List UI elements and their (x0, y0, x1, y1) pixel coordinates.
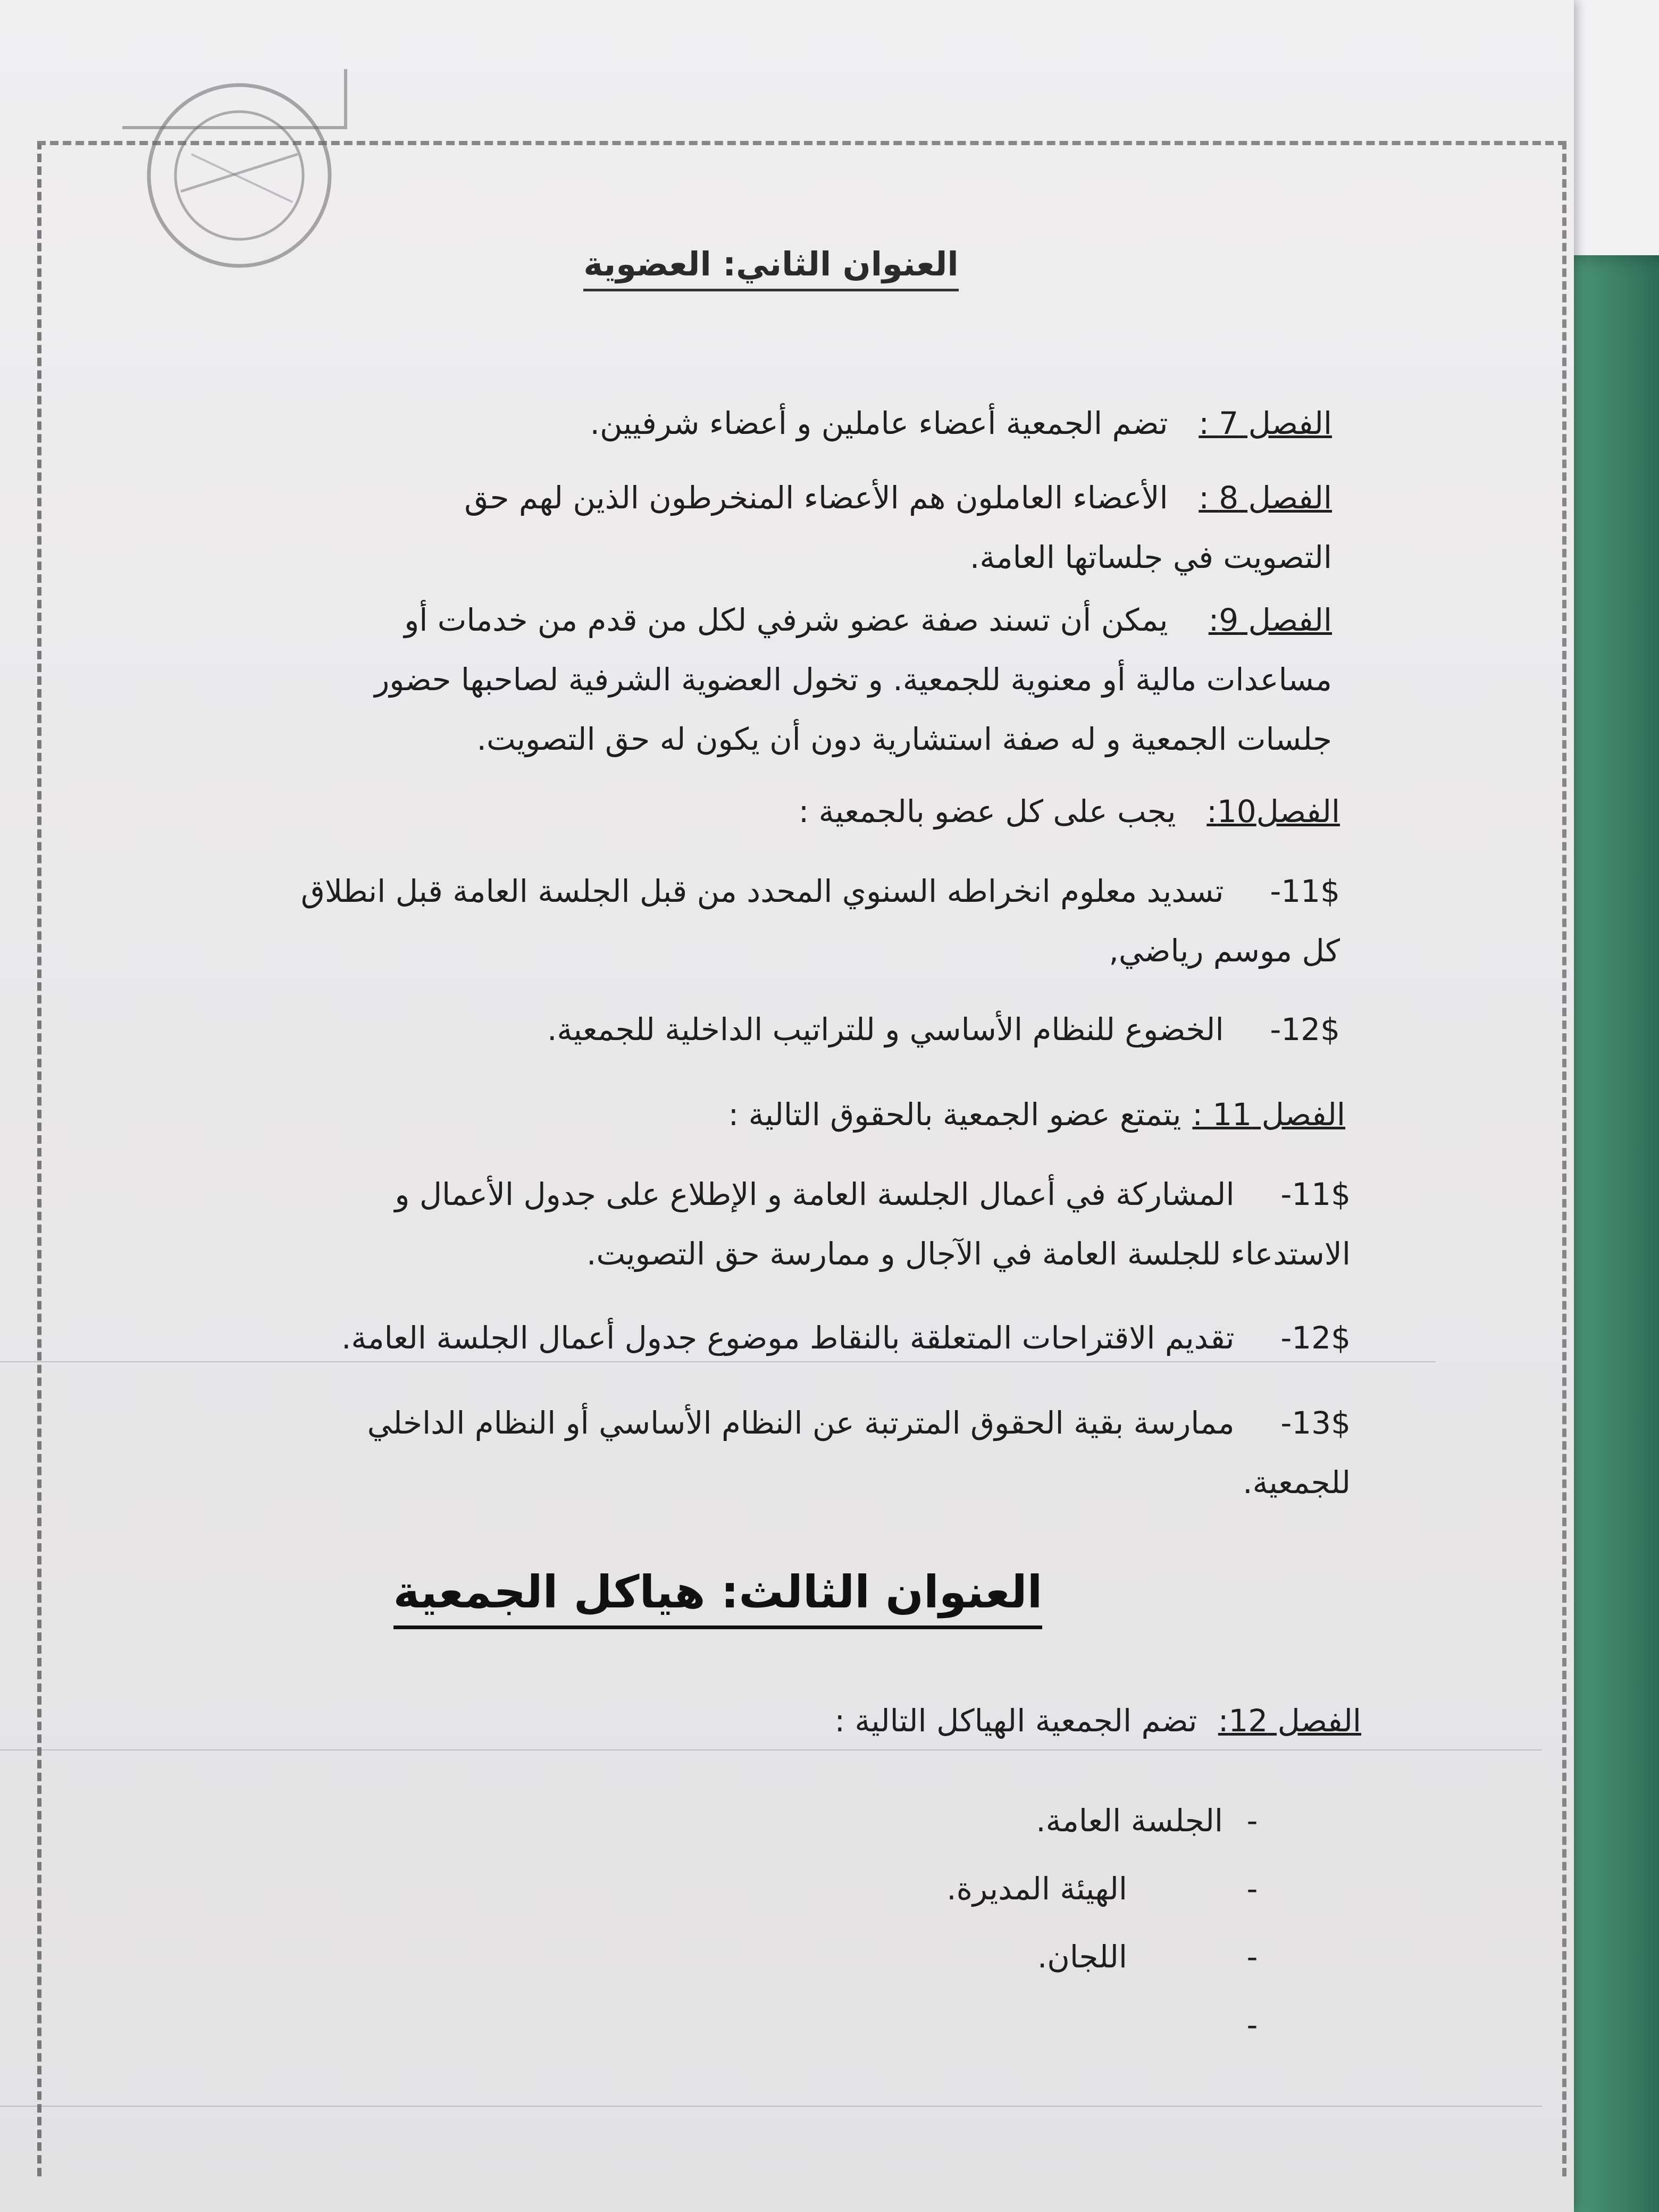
item-text: ممارسة بقية الحقوق المترتبة عن النظام الأساسي أو النظام الداخلي (367, 1405, 1235, 1441)
item-text: الهيئة المديرة. (946, 1871, 1127, 1907)
section-title-structures: العنوان الثالث: هياكل الجمعية (372, 1566, 1063, 1618)
article-label: الفصل 12: (1218, 1703, 1361, 1739)
article-text: يتمتع عضو الجمعية بالحقوق التالية : (728, 1096, 1182, 1133)
article-text: يمكن أن تسند صفة عضو شرفي لكل من قدم من خدمات أو (404, 602, 1168, 638)
bullet-dash: - (1246, 1871, 1258, 1907)
article-text: التصويت في جلساتها العامة. (969, 539, 1332, 575)
structure-list (431, 1787, 1281, 2059)
item-text: المشاركة في أعمال الجلسة العامة و الإطلاع على جدول الأعمال و (395, 1176, 1235, 1212)
official-stamp (122, 69, 356, 282)
list-item (431, 1855, 1281, 1923)
article-11 (229, 1085, 1345, 1144)
list-item (85, 1308, 1351, 1368)
list-item (431, 1923, 1281, 1991)
bullet-dash: - (1246, 1803, 1258, 1839)
list-item (85, 1164, 1351, 1284)
article-8 (215, 468, 1332, 587)
section-title-membership: العنوان الثاني: العضوية (532, 245, 1010, 283)
article-label: الفصل 7 : (1199, 405, 1332, 441)
article-7 (215, 393, 1332, 453)
item-number: 12$- (1270, 1011, 1340, 1048)
item-text: اللجان. (1037, 1939, 1127, 1975)
article-text: مساعدات مالية أو معنوية للجمعية. و تخول العضوية الشرفية لصاحبها حضور (374, 661, 1332, 698)
article-label: الفصل10: (1206, 793, 1340, 830)
item-text: الاستدعاء للجلسة العامة في الآجال و ممارسة حق التصويت. (586, 1236, 1351, 1272)
bleed-through-line (0, 2106, 1542, 2107)
list-item (48, 1393, 1351, 1512)
bullet-dash: - (1246, 2007, 1258, 2043)
item-number: 11$- (1280, 1176, 1351, 1212)
list-item (170, 1000, 1340, 1059)
item-number: 11$- (1270, 873, 1340, 909)
article-text: تضم الجمعية أعضاء عاملين و أعضاء شرفيين. (590, 405, 1168, 441)
item-text: الجلسة العامة. (1036, 1803, 1223, 1839)
article-text: الأعضاء العاملون هم الأعضاء المنخرطون الذين لهم حق (464, 480, 1168, 516)
item-number: 13$- (1280, 1405, 1351, 1441)
article-10 (223, 782, 1340, 841)
article-label: الفصل 9: (1208, 602, 1332, 638)
article-text: تضم الجمعية الهياكل التالية : (834, 1703, 1197, 1739)
background-surface (1563, 0, 1659, 2212)
article-9 (215, 590, 1332, 769)
item-text: الخضوع للنظام الأساسي و للتراتيب الداخلية للجمعية. (547, 1011, 1224, 1048)
bleed-through-line (0, 1361, 1436, 1362)
list-item (431, 1787, 1281, 1855)
article-text: يجب على كل عضو بالجمعية : (798, 793, 1176, 830)
item-text: تسديد معلوم انخراطه السنوي المحدد من قبل الجلسة العامة قبل انطلاق (300, 873, 1224, 909)
item-text: كل موسم رياضي, (1109, 933, 1340, 969)
item-number: 12$- (1280, 1320, 1351, 1356)
list-item (170, 861, 1340, 981)
article-text: جلسات الجمعية و له صفة استشارية دون أن يكون له حق التصويت. (476, 721, 1332, 757)
article-label: الفصل 11 : (1192, 1096, 1345, 1133)
bleed-through-line (0, 1749, 1542, 1750)
item-text: تقديم الاقتراحات المتعلقة بالنقاط موضوع جدول أعمال الجلسة العامة. (341, 1320, 1235, 1356)
item-text: للجمعية. (1243, 1464, 1351, 1501)
bullet-dash: - (1246, 1939, 1258, 1975)
article-label: الفصل 8 : (1199, 480, 1332, 516)
article-12 (245, 1691, 1361, 1750)
list-item (431, 1991, 1281, 2059)
